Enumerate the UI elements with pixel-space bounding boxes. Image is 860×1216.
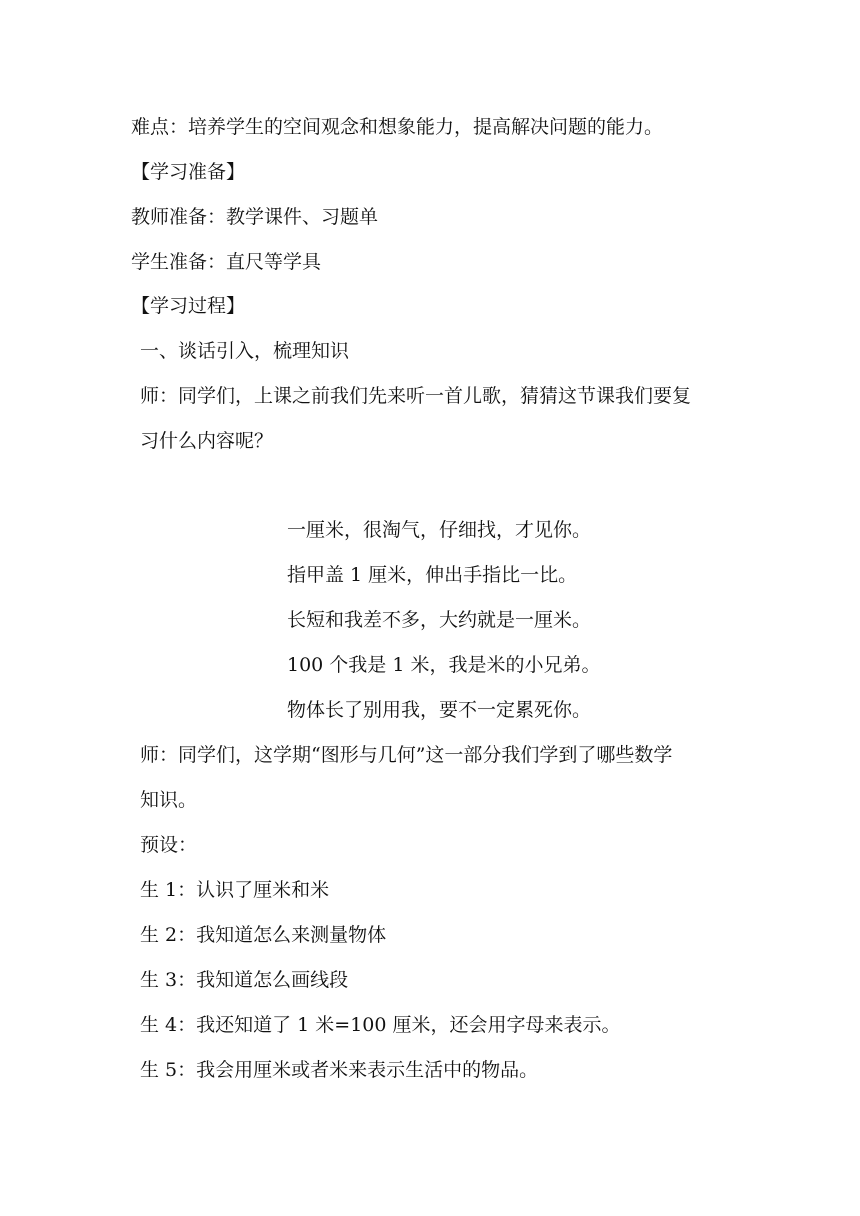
student-answer: 生 3：我知道怎么画线段 <box>140 969 349 991</box>
student-answer: 生 5：我会用厘米或者米来表示生活中的物品。 <box>140 1059 539 1081</box>
student-answer: 生 1：认识了厘米和米 <box>140 879 330 901</box>
difficulty-text: 难点：培养学生的空间观念和想象能力，提高解决问题的能力。 <box>131 116 664 138</box>
process-heading: 【学习过程】 <box>131 295 246 317</box>
teacher-question-2-line-1: 师：同学们，这学期“图形与几何”这一部分我们学到了哪些数学 <box>140 744 673 766</box>
poem-line: 一厘米，很淘气，仔细找，才见你。 <box>287 519 592 541</box>
teacher-question-1-line-1: 师：同学们，上课之前我们先来听一首儿歌，猜猜这节课我们要复 <box>140 385 692 407</box>
poem-line: 物体长了别用我，要不一定累死你。 <box>287 699 592 721</box>
preset-label: 预设： <box>140 834 198 856</box>
student-prep-text: 学生准备：直尺等学具 <box>131 251 322 273</box>
student-answer: 生 2：我知道怎么来测量物体 <box>140 924 387 946</box>
section-one-heading: 一、谈话引入，梳理知识 <box>140 340 350 362</box>
prep-heading: 【学习准备】 <box>131 161 246 183</box>
poem-line: 指甲盖 1 厘米，伸出手指比一比。 <box>287 564 578 586</box>
student-answer: 生 4：我还知道了 1 米=100 厘米，还会用字母来表示。 <box>140 1014 621 1036</box>
teacher-prep-text: 教师准备：教学课件、习题单 <box>131 206 379 228</box>
poem-line: 长短和我差不多，大约就是一厘米。 <box>287 609 592 631</box>
teacher-question-1-line-2: 习什么内容呢？ <box>140 430 274 452</box>
poem-line: 100 个我是 1 米，我是米的小兄弟。 <box>287 654 601 676</box>
teacher-question-2-line-2: 知识。 <box>140 789 198 811</box>
